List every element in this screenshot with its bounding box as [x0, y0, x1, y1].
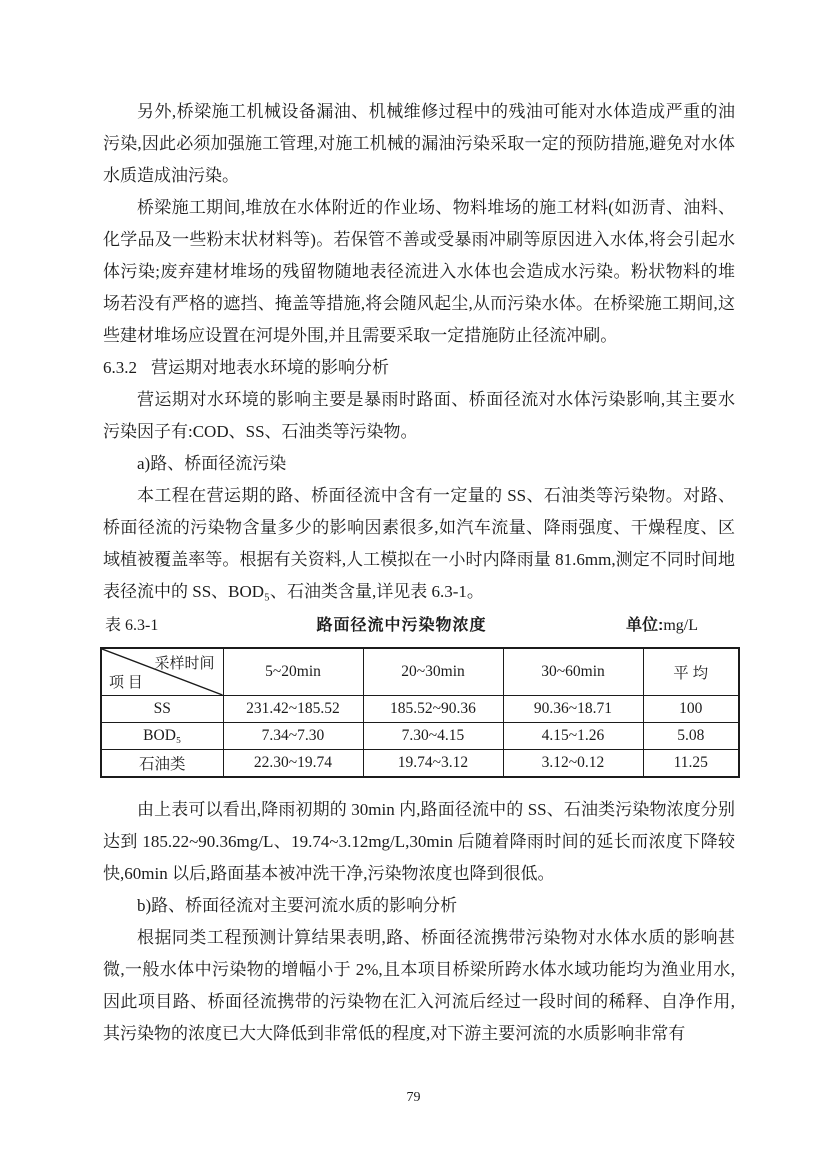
page-number: 79: [406, 1090, 421, 1105]
row-item-label: BOD₅: [101, 723, 223, 750]
page-body: [103, 96, 735, 1050]
table-row-bod5: [101, 723, 739, 750]
table-cell: 11.25: [643, 750, 739, 778]
section-heading-6-3-2: [103, 352, 735, 384]
paragraph-runoff-factors: 本工程在营运期的路、桥面径流中含有一定量的 SS、石油类等污染物。对路、桥面径流的污染物含量多少的影响因素很多,如汽车流量、降雨强度、干燥程度、区域植被覆盖率等。根据有关资料,人工模拟在一小时内降雨量 81.6mm,测定不同时间地表径流中的 SS、BOD₅、石油类含量,详见表 6.3-1。: [103, 486, 735, 601]
table-header-row: [101, 648, 739, 696]
table-cell: 231.42~185.52: [223, 696, 363, 723]
column-header-5-20min: 5~20min: [223, 648, 363, 696]
table-caption-label: 表 6.3-1: [105, 617, 159, 634]
header-item-label: 项 目: [109, 675, 143, 691]
section-number: 6.3.2: [103, 358, 137, 377]
paragraph-table-analysis: 由上表可以看出,降雨初期的 30min 内,路面径流中的 SS、石油类污染物浓度分别达到 185.22~90.36mg/L、19.74~3.12mg/L,30min 后随着降雨时间的延长而浓度下降较快,60min 以后,路面基本被冲洗干净,污染物浓度也降到很低。: [103, 800, 735, 883]
table-cell: 5.08: [643, 723, 739, 750]
table-cell: 185.52~90.36: [363, 696, 503, 723]
paragraph-river-water-quality: 根据同类工程预测计算结果表明,路、桥面径流携带污染物对水体水质的影响甚微,一般水体中污染物的增幅小于 2%,且本项目桥梁所跨水体水域功能均为渔业用水,因此项目路、桥面径流携带的污染物在汇入河流后经过一段时间的稀释、自净作用,其污染物的浓度已大大降低到非常低的程度,对下游主要河流的水质影响非常有: [103, 928, 735, 1043]
subheading-b-river-impact: b)路、桥面径流对主要河流水质的影响分析: [137, 896, 458, 915]
subheading-a-runoff-pollution: a)路、桥面径流污染: [137, 454, 287, 473]
table-row-ss: [101, 696, 739, 723]
table-caption-unit: [487, 611, 739, 641]
header-sampling-time-label: 采样时间: [154, 656, 215, 672]
table-cell: 7.34~7.30: [223, 723, 363, 750]
column-header-20-30min: 20~30min: [363, 648, 503, 696]
column-header-average: 平 均: [643, 648, 739, 696]
pollutant-concentration-table: [100, 647, 740, 778]
table-header-diagonal-cell: [101, 648, 223, 696]
table-cell: 7.30~4.15: [363, 723, 503, 750]
row-item-label: SS: [101, 696, 223, 723]
table-cell: 90.36~18.71: [503, 696, 643, 723]
table-cell: 19.74~3.12: [363, 750, 503, 778]
paragraph-oil-pollution: 另外,桥梁施工机械设备漏油、机械维修过程中的残油可能对水体造成严重的油污染,因此必须加强施工管理,对施工机械的漏油污染采取一定的预防措施,避免对水体水质造成油污染。: [103, 102, 735, 185]
table-unit-value: mg/L: [663, 617, 699, 634]
table-cell: 3.12~0.12: [503, 750, 643, 778]
table-caption: [100, 608, 738, 647]
table-unit-label: 单位:: [626, 617, 664, 634]
section-title: 营运期对地表水环境的影响分析: [151, 358, 389, 377]
table-caption-title: 路面径流中污染物浓度: [316, 617, 487, 634]
table-row-petroleum: [101, 750, 739, 778]
paragraph-material-stockpile: 桥梁施工期间,堆放在水体附近的作业场、物料堆场的施工材料(如沥青、油料、化学品及一些粉末状材料等)。若保管不善或受暴雨冲刷等原因进入水体,将会引起水体污染;废弃建材堆场的残留物随地表径流进入水体也会造成水污染。粉状物料的堆场若没有严格的遮挡、掩盖等措施,将会随风起尘,从而污染水体。在桥梁施工期间,这些建材堆场应设置在河堤外围,并且需要采取一定措施防止径流冲刷。: [103, 198, 735, 345]
table-cell: 22.30~19.74: [223, 750, 363, 778]
table-cell: 4.15~1.26: [503, 723, 643, 750]
row-item-label: 石油类: [101, 750, 223, 778]
column-header-30-60min: 30~60min: [503, 648, 643, 696]
paragraph-operation-period-intro: 营运期对水环境的影响主要是暴雨时路面、桥面径流对水体污染影响,其主要水污染因子有:COD、SS、石油类等污染物。: [103, 390, 735, 441]
table-cell: 100: [643, 696, 739, 723]
